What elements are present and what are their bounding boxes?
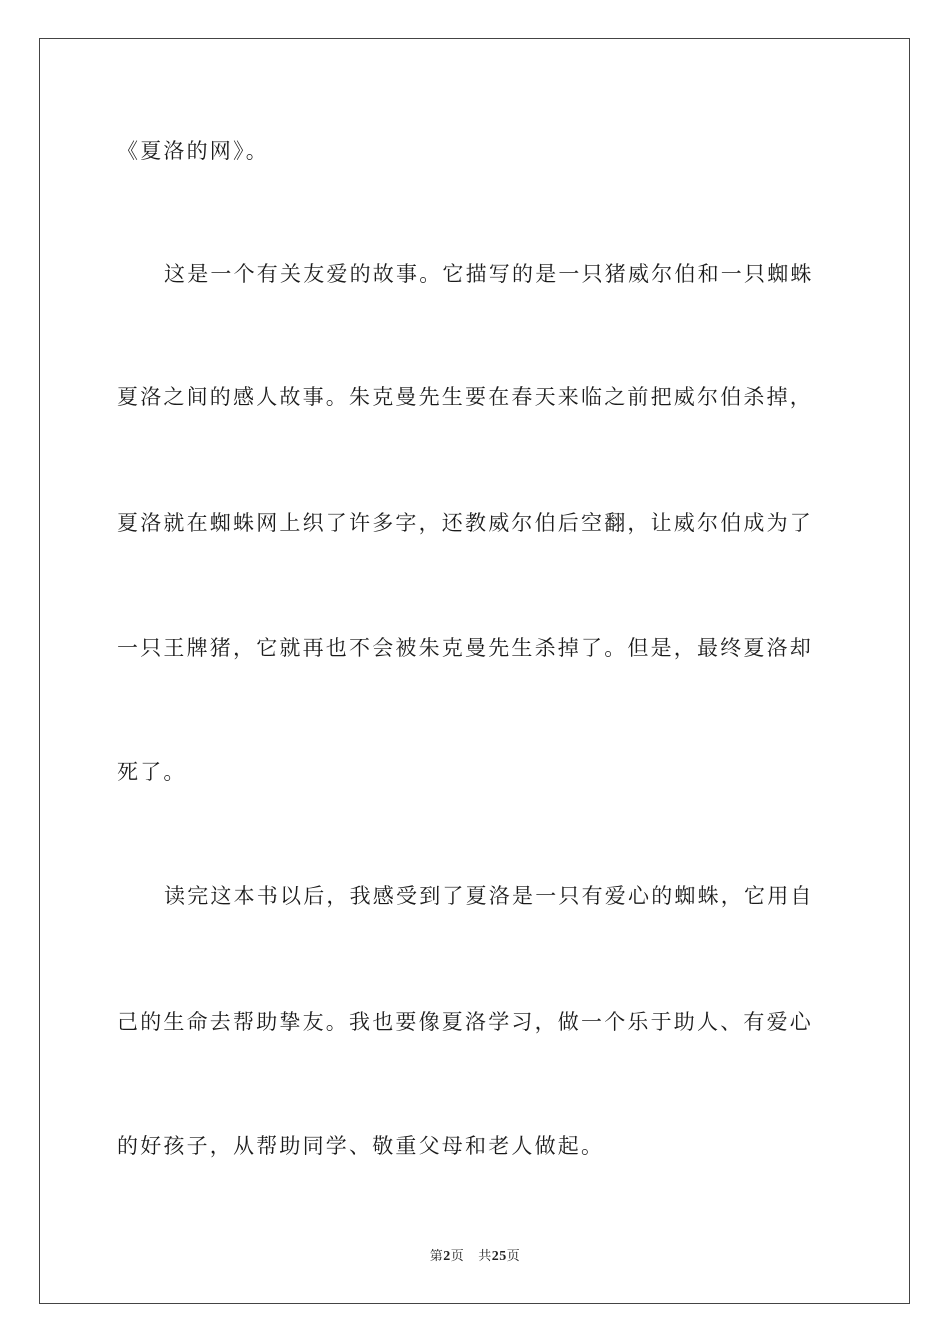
text-line-7: 读完这本书以后，我感受到了夏洛是一只有爱心的蜘蛛，它用自 — [164, 884, 814, 908]
total-pages: 25 — [491, 1249, 507, 1264]
text-line-6: 死了。 — [117, 760, 187, 784]
text-line-5: 一只王牌猪，它就再也不会被朱克曼先生杀掉了。但是，最终夏洛却 — [117, 636, 813, 660]
text-line-2: 这是一个有关友爱的故事。它描写的是一只猪威尔伯和一只蜘蛛 — [164, 262, 814, 286]
text-line-4: 夏洛就在蜘蛛网上织了许多字，还教威尔伯后空翻，让威尔伯成为了 — [117, 511, 813, 535]
page-border — [39, 38, 910, 1304]
text-line-8: 己的生命去帮助挚友。我也要像夏洛学习，做一个乐于助人、有爱心 — [117, 1010, 813, 1034]
text-line-3: 夏洛之间的感人故事。朱克曼先生要在春天来临之前把威尔伯杀掉， — [117, 385, 813, 409]
text-line-9: 的好孩子，从帮助同学、敬重父母和老人做起。 — [117, 1134, 605, 1158]
total-suffix: 页 — [506, 1249, 521, 1264]
page-prefix: 第 — [429, 1249, 444, 1264]
total-prefix: 共 — [478, 1249, 492, 1264]
text-line-1: 《夏洛的网》。 — [117, 139, 269, 163]
page-number: 2 — [443, 1249, 451, 1264]
page-suffix: 页 — [450, 1249, 465, 1264]
page-footer — [0, 1248, 950, 1266]
